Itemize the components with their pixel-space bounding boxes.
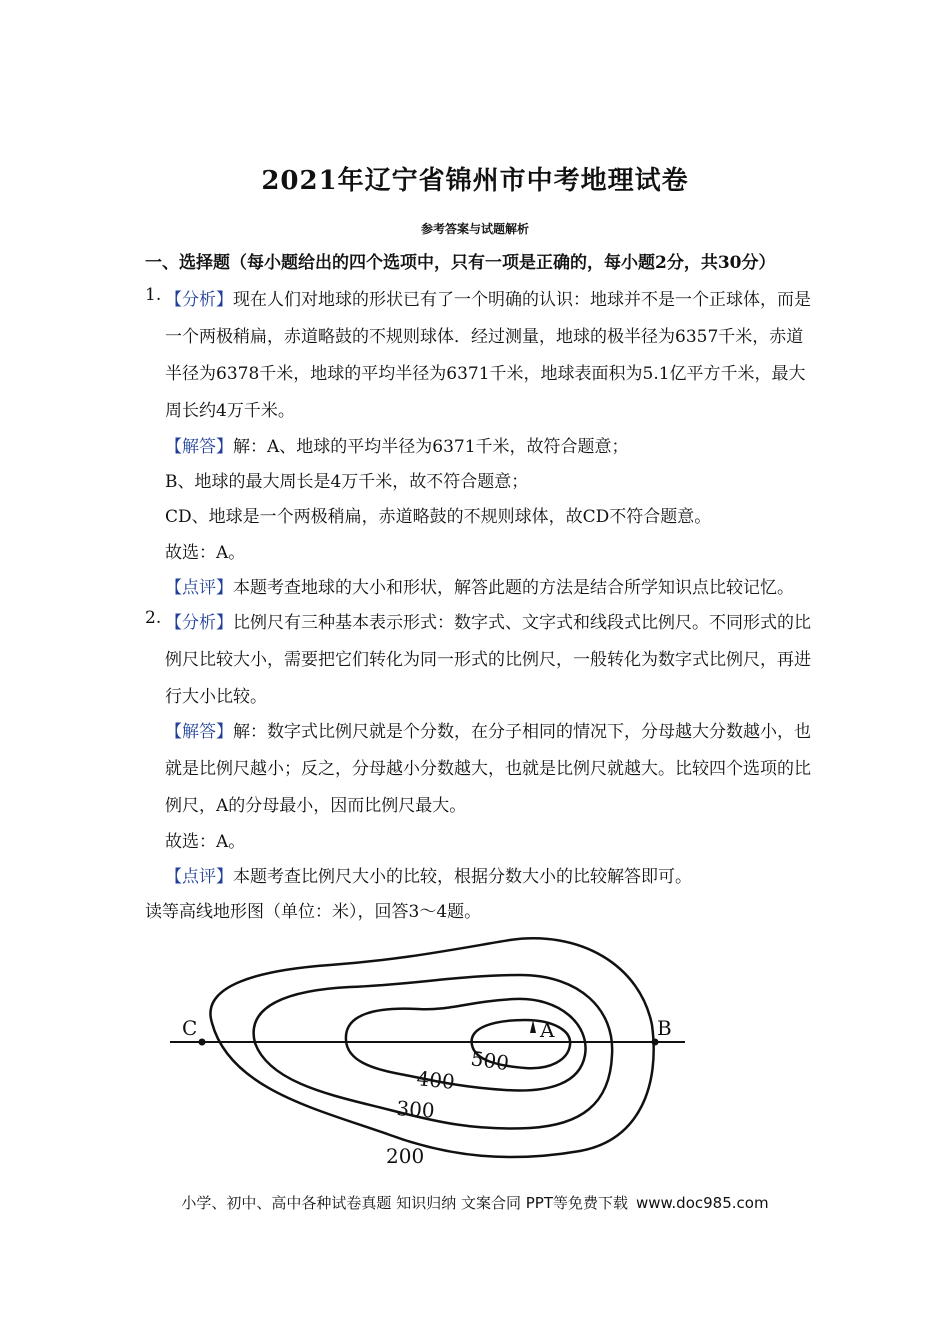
question-number: 1.	[145, 285, 162, 305]
answer-tag: 【解答】	[165, 722, 233, 742]
contour-label-200: 200	[386, 1144, 425, 1168]
contour-line-200	[210, 938, 653, 1157]
analysis-line: 周长约4万千米。	[165, 401, 295, 421]
point-a-label: A	[540, 1018, 555, 1042]
comment-tag: 【点评】	[165, 578, 233, 598]
analysis-line: 【分析】现在人们对地球的形状已有了一个明确的认识：地球并不是一个正球体，而是	[165, 290, 811, 310]
page-title: 2021年辽宁省锦州市中考地理试卷	[261, 166, 689, 196]
analysis-line: 半径为6378千米，地球的平均半径为6371千米，地球表面积为5.1亿平方千米，最大	[165, 364, 806, 384]
answer-line: 就是比例尺越小；反之，分母越小分数越大，也就是比例尺就越大。比较四个选项的比	[165, 759, 811, 779]
answer-line: CD、地球是一个两极稍扁，赤道略鼓的不规则球体，故CD不符合题意。	[165, 507, 712, 527]
answer-line: 例尺，A的分母最小，因而比例尺最大。	[165, 796, 467, 816]
section-heading: 一、选择题（每小题给出的四个选项中，只有一项是正确的，每小题2分，共30分）	[145, 253, 776, 273]
analysis-line: 【分析】比例尺有三种基本表示形式：数字式、文字式和线段式比例尺。不同形式的比	[165, 613, 811, 633]
contour-line-400	[346, 999, 586, 1091]
page-subtitle: 参考答案与试题解析	[420, 222, 529, 236]
point-c-label: C	[182, 1016, 198, 1040]
answer-line: 故选：A。	[165, 832, 246, 852]
analysis-tag: 【分析】	[165, 290, 233, 310]
contour-map	[160, 925, 700, 1175]
answer-line: 故选：A。	[165, 543, 246, 563]
answer-line: 【解答】解：数字式比例尺就是个分数，在分子相同的情况下，分母越大分数越小，也	[165, 722, 811, 742]
analysis-line: 一个两极稍扁，赤道略鼓的不规则球体．经过测量，地球的极半径为6357千米，赤道	[165, 327, 804, 347]
analysis-tag: 【分析】	[165, 613, 233, 633]
contour-label-400: 400	[415, 1066, 456, 1094]
comment-line: 【点评】本题考查地球的大小和形状，解答此题的方法是结合所学知识点比较记忆。	[165, 578, 794, 598]
map-intro: 读等高线地形图（单位：米），回答3～4题。	[145, 902, 482, 922]
contour-label-500: 500	[469, 1046, 511, 1076]
contour-label-300: 300	[395, 1096, 436, 1123]
footer-url[interactable]: www.doc985.com	[635, 1194, 769, 1212]
footer-text: 小学、初中、高中各种试卷真题 知识归纳 文案合同 PPT等免费下载	[181, 1194, 628, 1212]
comment-tag: 【点评】	[165, 867, 233, 887]
analysis-line: 例尺比较大小，需要把它们转化为同一形式的比例尺，一般转化为数字式比例尺，再进	[165, 650, 811, 670]
answer-line: B、地球的最大周长是4万千米，故不符合题意；	[165, 472, 529, 492]
analysis-line: 行大小比较。	[165, 687, 267, 707]
peak-a-icon	[530, 1020, 536, 1033]
point-b-label: B	[657, 1016, 672, 1040]
answer-line: 【解答】解：A、地球的平均半径为6371千米，故符合题意；	[165, 437, 629, 457]
answer-tag: 【解答】	[165, 437, 233, 457]
page-footer	[0, 1192, 950, 1213]
question-number: 2.	[145, 608, 162, 628]
comment-line: 【点评】本题考查比例尺大小的比较，根据分数大小的比较解答即可。	[165, 867, 692, 887]
point-c-marker	[199, 1039, 206, 1046]
